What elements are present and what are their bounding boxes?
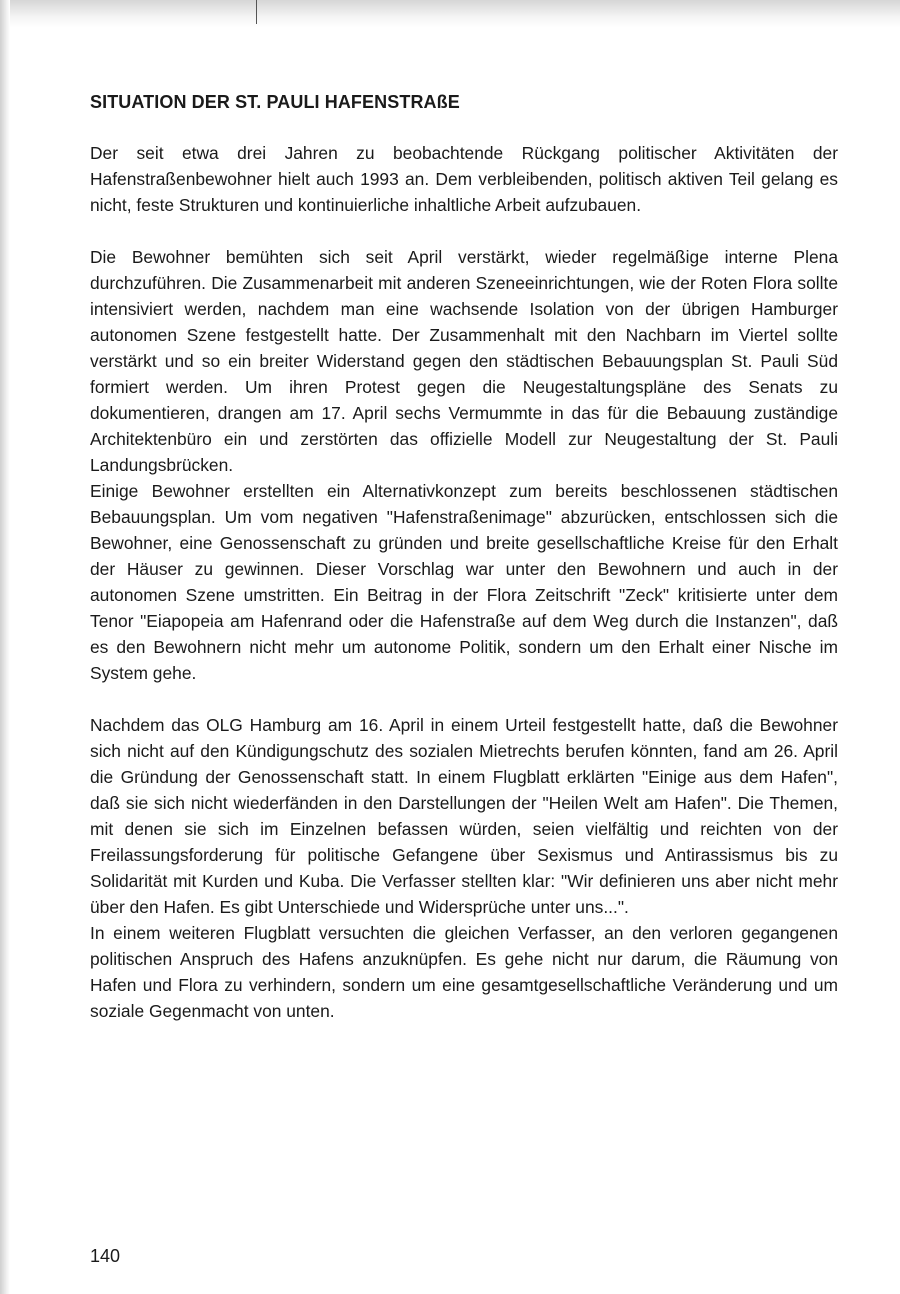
paragraph-intro: Der seit etwa drei Jahren zu beobachtende Rückgang politischer Aktivitäten der Hafenstraßenbewohner hielt auch 1993 an. Dem verbleibenden, politisch aktiven Teil gelang es nicht, feste Strukturen und kontinuierliche inhaltliche Arbeit aufzubauen. bbox=[90, 143, 838, 215]
document-page bbox=[90, 90, 838, 1024]
scan-shadow-top bbox=[0, 0, 900, 28]
scan-tick-mark bbox=[256, 0, 257, 24]
paragraph-alternative-concept: Einige Bewohner erstellten ein Alternativkonzept zum bereits beschlossenen städtischen Bebauungsplan. Um vom negativen "Hafenstraßenimage" abzurücken, entschlossen sich die Bewohner, eine Genossenschaft zu gründen und breite gesellschaftliche Kreise für den Erhalt der Häuser zu gewinnen. Dieser Vorschlag war unter den Bewohnern und auch in der autonomen Szene umstritten. Ein Beitrag in der Flora Zeitschrift "Zeck" kritisierte unter dem Tenor "Eiapopeia am Hafenrand oder die Hafenstraße auf dem Weg durch die Instanzen", daß es den Bewohnern nicht mehr um autonome Politik, sondern um den Erhalt einer Nische im System gehe. bbox=[90, 481, 838, 683]
section-heading: SITUATION DER ST. PAULI HAFENSTRAßE bbox=[90, 92, 460, 112]
paragraph-olg-ruling: Nachdem das OLG Hamburg am 16. April in einem Urteil festgestellt hatte, daß die Bewohner sich nicht auf den Kündigungschutz des sozialen Mietrechts berufen könnten, fand am 26. April die Gründung der Genossenschaft statt. In einem Flugblatt erklärten "Einige aus dem Hafen", daß sie sich nicht wiederfänden in den Darstellungen der "Heilen Welt am Hafen". Die Themen, mit denen sie sich im Einzelnen befassen würden, seien vielfältig und reichten von der Freilassungsforderung für politische Gefangene über Sexismus und Antirassismus bis zu Solidarität mit Kurden und Kuba. Die Verfasser stellten klar: "Wir definieren uns aber nicht mehr über den Hafen. Es gibt Unterschiede und Widersprüche unter uns...". bbox=[90, 715, 838, 917]
page-number: 140 bbox=[90, 1246, 121, 1266]
paragraph-flyer: In einem weiteren Flugblatt versuchten die gleichen Verfasser, an den verloren gegangenen politischen Anspruch des Hafens anzuknüpfen. Es gehe nicht nur darum, die Räumung von Hafen und Flora zu verhindern, sondern um eine gesamtgesellschaftliche Veränderung und um soziale Gegenmacht von unten. bbox=[90, 923, 838, 1021]
scan-shadow-left bbox=[0, 0, 10, 1294]
paragraph-plena: Die Bewohner bemühten sich seit April verstärkt, wieder regelmäßige interne Plena durchzuführen. Die Zusammenarbeit mit anderen Szeneeinrichtungen, wie der Roten Flora sollte intensiviert werden, nachdem man eine wachsende Isolation von der übrigen Hamburger autonomen Szene festgestellt hatte. Der Zusammenhalt mit den Nachbarn im Viertel sollte verstärkt und so ein breiter Widerstand gegen den städtischen Bebauungsplan St. Pauli Süd formiert werden. Um ihren Protest gegen die Neugestaltungspläne des Senats zu dokumentieren, drangen am 17. April sechs Vermummte in das für die Bebauung zuständige Architektenbüro ein und zerstörten das offizielle Modell zur Neugestaltung der St. Pauli Landungsbrücken. bbox=[90, 247, 838, 475]
